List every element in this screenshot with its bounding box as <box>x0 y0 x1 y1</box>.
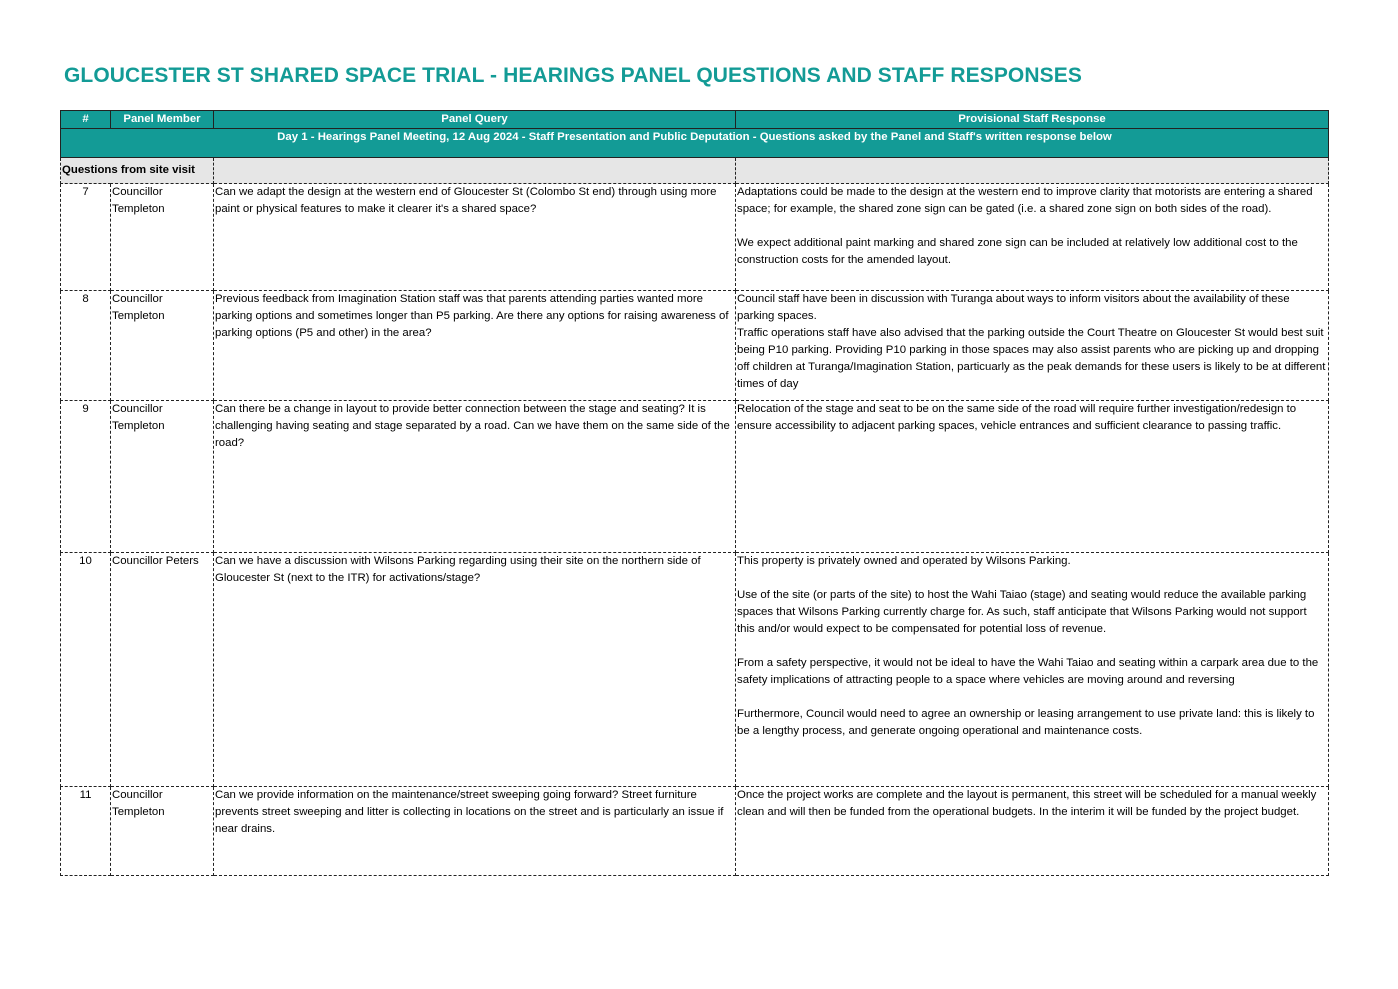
staff-response: This property is privately owned and operated by Wilsons Parking. Use of the site (or parts of the site) to host the Wahi Taiao (stage) and seating would reduce the available parking spaces that Wilsons Parking currently charge for. As such, staff anticipate that Wilsons Parking would not support this and/or would expect to be compensated for potential loss of revenue. From a safety perspective, it would not be ideal to have the Wahi Taiao and seating within a carpark area due to the safety implications of attracting people to a space where vehicles are moving around and reversing Furthermore, Council would need to agree an ownership or leasing arrangement to use private land: this is likely to be a lengthy process, and generate ongoing operational and maintenance costs. <box>736 553 1329 787</box>
header-panel-member: Panel Member <box>111 111 214 129</box>
table-row <box>61 184 1329 291</box>
day-banner: Day 1 - Hearings Panel Meeting, 12 Aug 2024 - Staff Presentation and Public Deputation - Questions asked by the Panel and Staff's written response below <box>61 129 1329 158</box>
section-label: Questions from site visit <box>61 158 214 184</box>
table-row <box>61 787 1329 876</box>
panel-member: Councillor Templeton <box>111 787 214 876</box>
day-banner-row <box>61 129 1329 158</box>
staff-response: Adaptations could be made to the design at the western end to improve clarity that motorists are entering a shared space; for example, the shared zone sign can be gated (i.e. a shared zone sign on both sides of the road). We expect additional paint marking and shared zone sign can be included at relatively low additional cost to the construction costs for the amended layout. <box>736 184 1329 291</box>
staff-response: Relocation of the stage and seat to be on the same side of the road will require further investigation/redesign to ensure accessibility to adjacent parking spaces, vehicle entrances and sufficient clearance to passing traffic. <box>736 401 1329 553</box>
table-row <box>61 553 1329 787</box>
page-title: GLOUCESTER ST SHARED SPACE TRIAL - HEARINGS PANEL QUESTIONS AND STAFF RESPONSES <box>64 64 1082 87</box>
panel-query: Can there be a change in layout to provide better connection between the stage and seating? It is challenging having seating and stage separated by a road. Can we have them on the same side of the road? <box>214 401 736 553</box>
section-blank-cell <box>214 158 736 184</box>
panel-member: Councillor Peters <box>111 553 214 787</box>
panel-query: Can we provide information on the maintenance/street sweeping going forward? Street furniture prevents street sweeping and litter is collecting in locations on the street and is particularly an issue if near drains. <box>214 787 736 876</box>
header-panel-query: Panel Query <box>214 111 736 129</box>
panel-member: Councillor Templeton <box>111 184 214 291</box>
panel-query: Can we have a discussion with Wilsons Parking regarding using their site on the northern side of Gloucester St (next to the ITR) for activations/stage? <box>214 553 736 787</box>
questions-table <box>60 110 1329 876</box>
staff-response: Once the project works are complete and the layout is permanent, this street will be scheduled for a manual weekly clean and will then be funded from the operational budgets. In the interim it will be funded by the project budget. <box>736 787 1329 876</box>
header-row <box>61 111 1329 129</box>
panel-member: Councillor Templeton <box>111 291 214 401</box>
panel-query: Can we adapt the design at the western end of Gloucester St (Colombo St end) through using more paint or physical features to make it clearer it's a shared space? <box>214 184 736 291</box>
panel-member: Councillor Templeton <box>111 401 214 553</box>
header-number: # <box>61 111 111 129</box>
row-number: 10 <box>61 553 111 787</box>
row-number: 8 <box>61 291 111 401</box>
section-blank-cell <box>736 158 1329 184</box>
staff-response: Council staff have been in discussion with Turanga about ways to inform visitors about the availability of these parking spaces. Traffic operations staff have also advised that the parking outside the Court Theatre on Gloucester St would best suit being P10 parking. Providing P10 parking in those spaces may also assist parents who are picking up and dropping off children at Turanga/Imagination Station, particuarly as the peak demands for these users is likely to be at different times of day <box>736 291 1329 401</box>
row-number: 11 <box>61 787 111 876</box>
table-row <box>61 291 1329 401</box>
header-staff-response: Provisional Staff Response <box>736 111 1329 129</box>
row-number: 9 <box>61 401 111 553</box>
row-number: 7 <box>61 184 111 291</box>
section-row <box>61 158 1329 184</box>
panel-query: Previous feedback from Imagination Station staff was that parents attending parties wanted more parking options and sometimes longer than P5 parking. Are there any options for raising awareness of parking options (P5 and other) in the area? <box>214 291 736 401</box>
table-row <box>61 401 1329 553</box>
